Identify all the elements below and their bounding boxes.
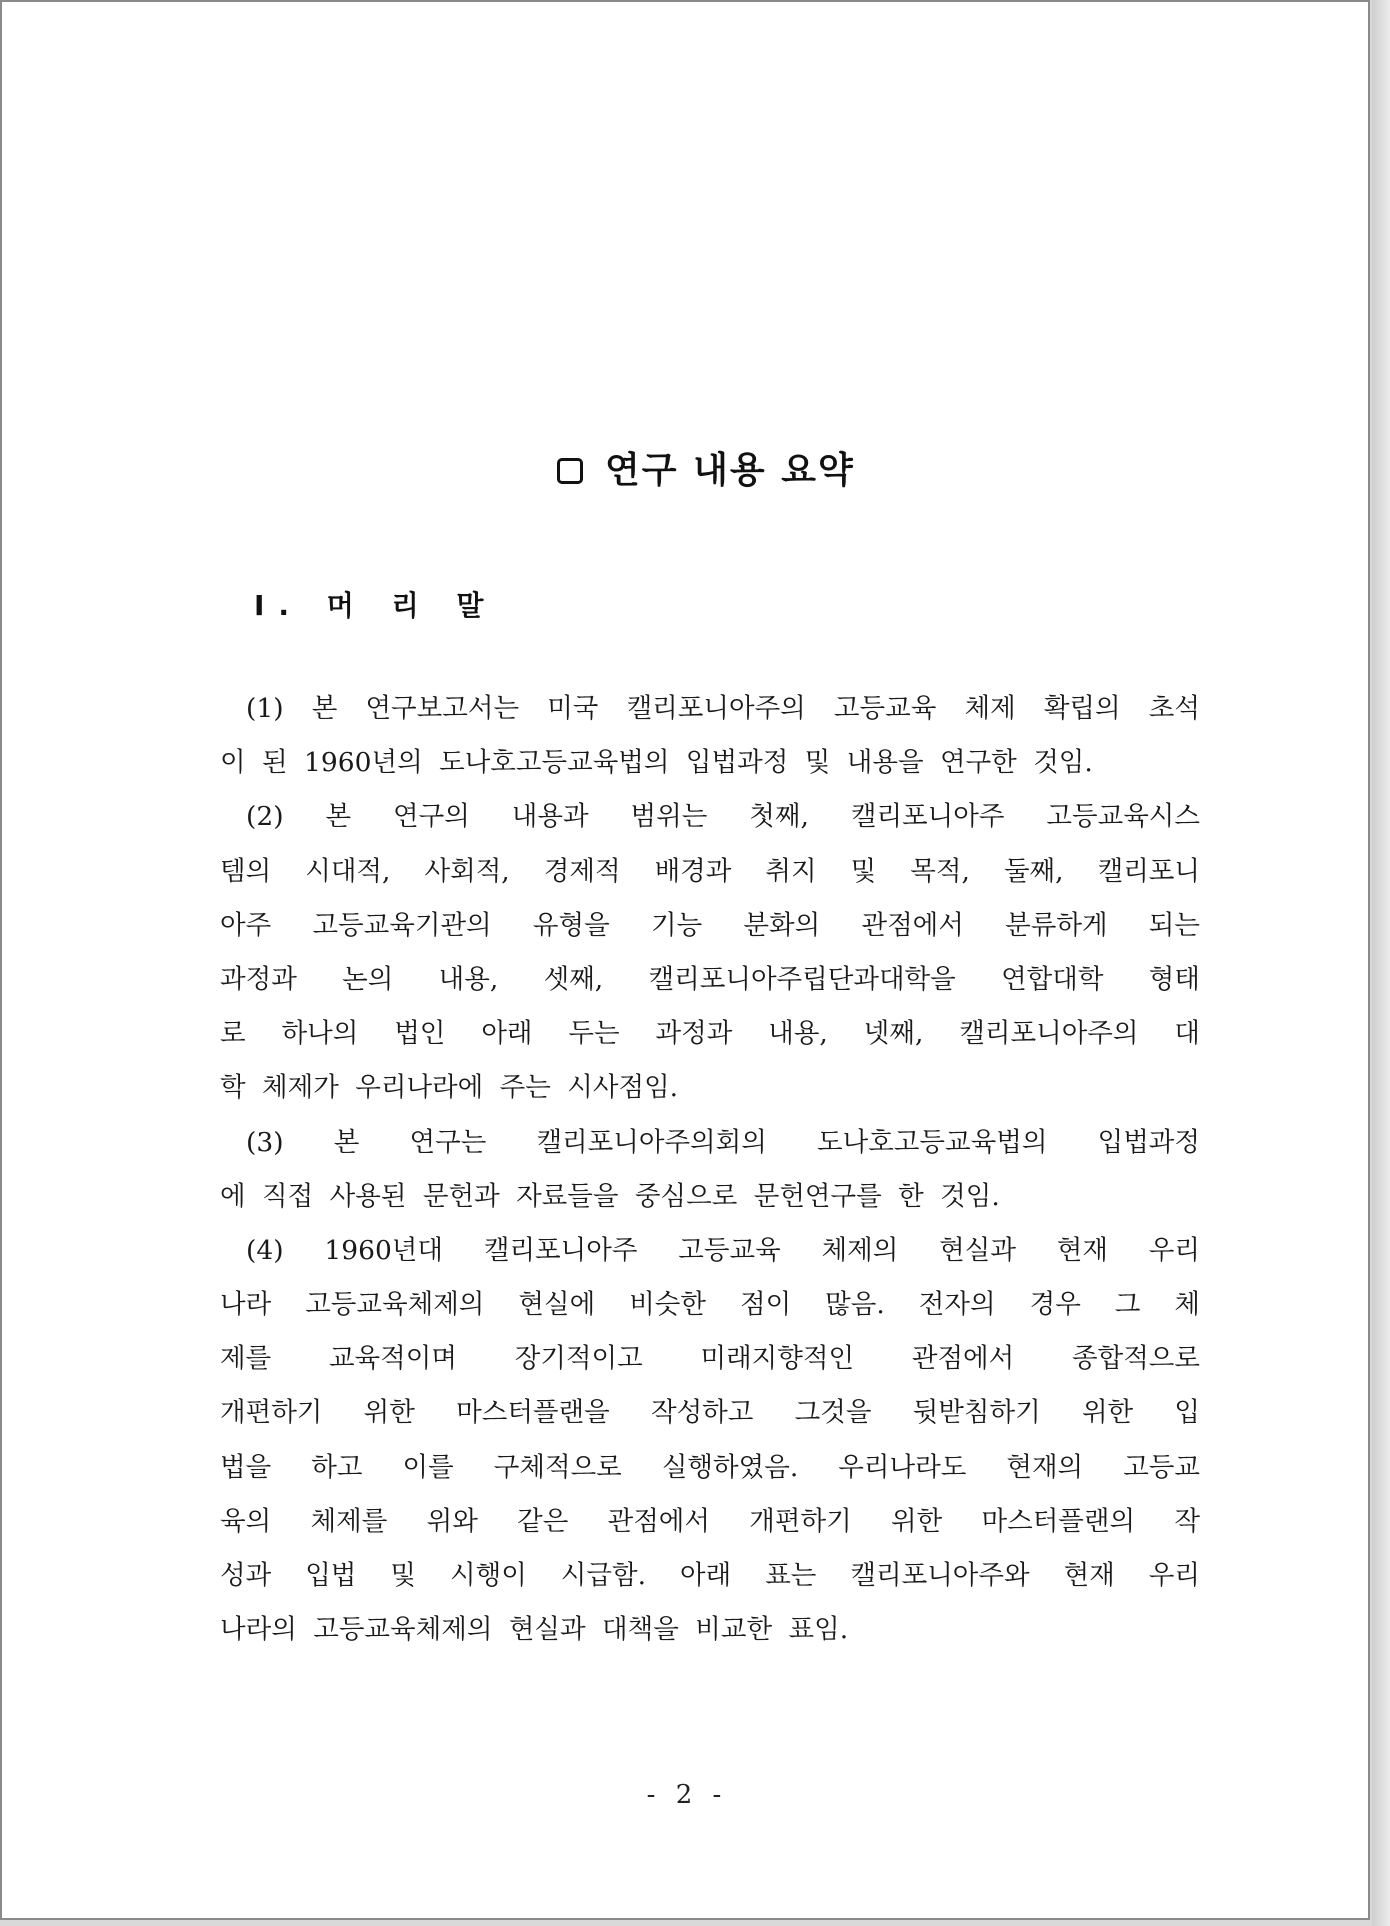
text-line: 성과 입법 및 시행이 시급함. 아래 표는 캘리포니아주와 현재 우리 [220, 1560, 1200, 1591]
text-line: (4) 1960년대 캘리포니아주 고등교육 체제의 현실과 현재 우리 [246, 1234, 1200, 1266]
text-line: (3) 본 연구는 캘리포니아주의회의 도나호고등교육법의 입법과정 [246, 1126, 1200, 1158]
text-line: 이 된 1960년의 도나호고등교육법의 입법과정 및 내용을 연구한 것임. [220, 747, 1093, 779]
text-line: 아주 고등교육기관의 유형을 기능 분화의 관점에서 분류하게 되는 [220, 909, 1200, 941]
text-line: 과정과 논의 내용, 셋째, 캘리포니아주립단과대학을 연합대학 형태 [220, 963, 1200, 995]
text-line: 템의 시대적, 사회적, 경제적 배경과 취지 및 목적, 둘째, 캘리포니 [220, 855, 1200, 887]
text-line: (2) 본 연구의 내용과 범위는 첫째, 캘리포니아주 고등교육시스 [246, 801, 1200, 833]
text-line: 제를 교육적이며 장기적이고 미래지향적인 관점에서 종합적으로 [220, 1343, 1200, 1375]
text-line: 로 하나의 법인 아래 두는 과정과 내용, 넷째, 캘리포니아주의 대 [220, 1018, 1200, 1050]
text-line: 학 체제가 우리나라에 주는 시사점임. [220, 1072, 679, 1104]
text-line: 개편하기 위한 마스터플랜을 작성하고 그것을 뒷받침하기 위한 입 [220, 1397, 1200, 1429]
section-heading: Ⅰ. 머 리 말 [254, 589, 498, 622]
page-number: - 2 - [646, 1780, 728, 1810]
body-text [220, 682, 1200, 1657]
square-bullet-icon [557, 458, 583, 484]
text-line: 육의 체제를 위와 같은 관점에서 개편하기 위한 마스터플랜의 작 [220, 1505, 1200, 1537]
page-edge-shadow [1372, 0, 1390, 1926]
text-line: 나라 고등교육체제의 현실에 비슷한 점이 많음. 전자의 경우 그 체 [220, 1289, 1200, 1321]
text-line: 나라의 고등교육체제의 현실과 대책을 비교한 표임. [220, 1614, 849, 1646]
text-line: 법을 하고 이를 구체적으로 실행하였음. 우리나라도 현재의 고등교 [220, 1451, 1200, 1483]
summary-title [557, 442, 855, 493]
text-line: (1) 본 연구보고서는 미국 캘리포니아주의 고등교육 체제 확립의 초석 [246, 693, 1200, 724]
summary-title-text: 연구 내용 요약 [605, 450, 855, 491]
text-line: 에 직접 사용된 문헌과 자료들을 중심으로 문헌연구를 한 것임. [220, 1180, 1000, 1212]
